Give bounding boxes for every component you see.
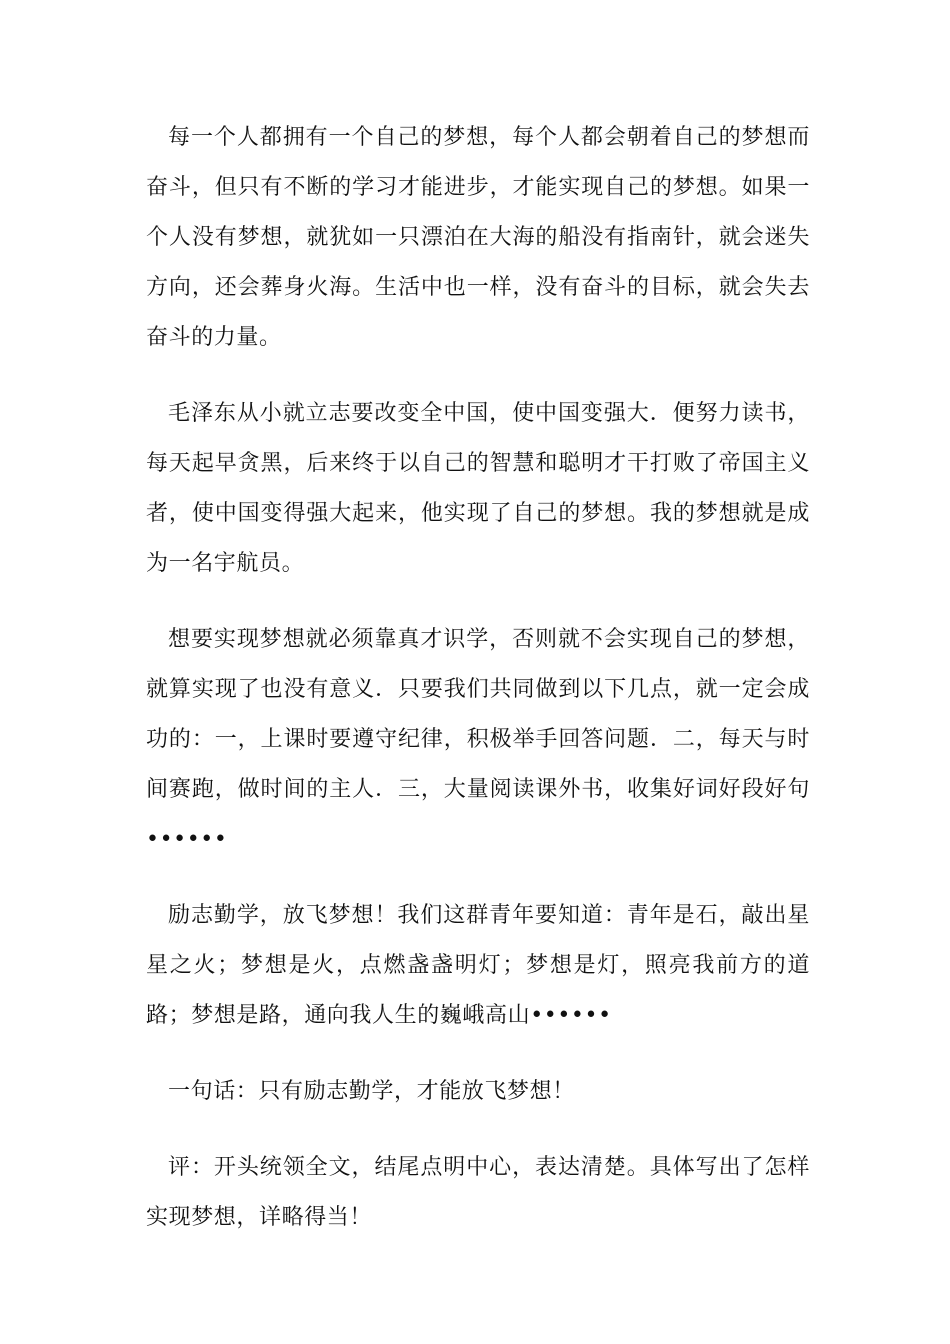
- paragraph-intro: 每一个人都拥有一个自己的梦想，每个人都会朝着自己的梦想而奋斗，但只有不断的学习才能进步，才能实现自己的梦想。如果一个人没有梦想，就犹如一只漂泊在大海的船没有指南针，就会迷失方向，还会葬身火海。生活中也一样，没有奋斗的目标，就会失去奋斗的力量。: [146, 125, 810, 350]
- paragraph-gap: [146, 865, 810, 891]
- document-page: [146, 113, 810, 1243]
- paragraph-method: 想要实现梦想就必须靠真才识学，否则就不会实现自己的梦想，就算实现了也没有意义．只要我们共同做到以下几点，就一定会成功的：一，上课时要遵守纪律，积极举手回答问题．二，每天与时间赛跑，做时间的主人．三，大量阅读课外书，收集好词好段好句••••••: [146, 627, 810, 852]
- paragraph-example: 毛泽东从小就立志要改变全中国，使中国变强大．便努力读书，每天起早贪黑，后来终于以自己的智慧和聪明才干打败了帝国主义者，使中国变得强大起来，他实现了自己的梦想。我的梦想就是成为一名宇航员。: [146, 401, 810, 576]
- paragraph-comment: 评：开头统领全文，结尾点明中心，表达清楚。具体写出了怎样实现梦想，详略得当！: [146, 1155, 810, 1230]
- paragraph-aspiration: 励志勤学，放飞梦想！我们这群青年要知道：青年是石，敲出星星之火；梦想是火，点燃盏盏明灯；梦想是灯，照亮我前方的道路；梦想是路，通向我人生的巍峨高山••••••: [146, 903, 810, 1028]
- paragraph-gap: [146, 1117, 810, 1143]
- paragraph-gap: [146, 589, 810, 615]
- paragraph-gap: [146, 363, 810, 389]
- paragraph-conclusion: 一句话：只有励志勤学，才能放飞梦想！: [168, 1079, 575, 1104]
- paragraph-gap: [146, 1041, 810, 1067]
